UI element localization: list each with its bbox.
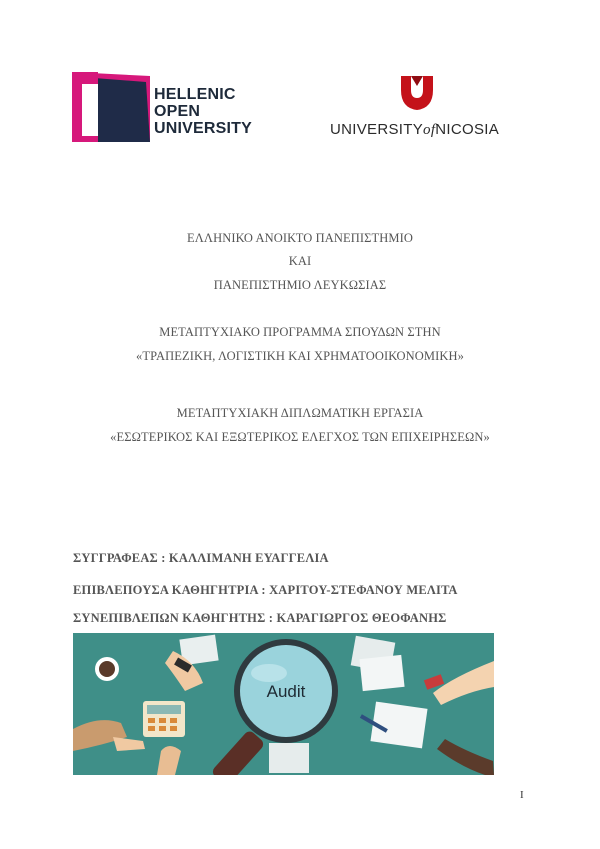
thesis-type-heading: ΜΕΤΑΠΤΥΧΙΑΚΗ ΔΙΠΛΩΜΑΤΙΚΗ ΕΡΓΑΣΙΑ (176, 406, 424, 420)
coffee-cup-icon (95, 657, 119, 681)
page-number: I (520, 789, 524, 801)
audit-illustration (73, 633, 494, 775)
audit-label: Audit (266, 682, 306, 701)
author-line: ΣΥΓΓΡΑΦΕΑΣ : ΚΑΛΛΙΜΑΝΗ ΕΥΑΓΓΕΛΙΑ (73, 551, 329, 565)
co-supervisor-line: ΣΥΝΕΠΙΒΛΕΠΩΝ ΚΑΘΗΓΗΤΗΣ : ΚΑΡΑΓΙΩΡΓΟΣ ΘΕΟΦΑΝΗΣ (73, 611, 447, 625)
calculator-icon (143, 701, 185, 737)
institution-2-heading: ΠΑΝΕΠΙΣΤΗΜΙΟ ΛΕΥΚΩΣΙΑΣ (213, 278, 387, 292)
unic-wordmark (330, 121, 499, 139)
hou-emblem-icon (72, 72, 150, 142)
supervisor-line: ΕΠΙΒΛΕΠΟΥΣΑ ΚΑΘΗΓΗΤΡΙΑ : ΧΑΡΙΤΟΥ-ΣΤΕΦΑΝΟΥ ΜΕΛΙΤΑ (73, 583, 458, 597)
hellenic-open-university-logo (72, 72, 262, 144)
hou-wordmark (154, 86, 252, 137)
hou-line-1: HELLENIC (154, 86, 236, 103)
unic-suffix: NICOSIA (435, 121, 500, 138)
university-of-nicosia-logo (328, 76, 508, 142)
unic-emblem-icon (401, 76, 433, 112)
program-heading-line-2: «ΤΡΑΠΕΖΙΚΗ, ΛΟΓΙΣΤΙΚΗ ΚΑΙ ΧΡΗΜΑΤΟΟΙΚΟΝΟΜΙΚΗ» (136, 349, 464, 363)
thesis-title-heading: «ΕΣΩΤΕΡΙΚΟΣ ΚΑΙ ΕΞΩΤΕΡΙΚΟΣ ΕΛΕΓΧΟΣ ΤΩΝ ΕΠΙΧΕΙΡΗΣΕΩΝ» (110, 430, 490, 444)
unic-of: of (423, 122, 436, 138)
program-heading-line-1: ΜΕΤΑΠΤΥΧΙΑΚΟ ΠΡΟΓΡΑΜΜΑ ΣΠΟΥΔΩΝ ΣΤΗΝ (159, 325, 441, 339)
hou-line-2: OPEN (154, 103, 201, 120)
unic-prefix: UNIVERSITY (330, 121, 424, 138)
hou-line-3: UNIVERSITY (154, 120, 253, 137)
conjunction-heading: ΚΑΙ (288, 254, 312, 268)
institution-1-heading: ΕΛΛΗΝΙΚΟ ΑΝΟΙΚΤΟ ΠΑΝΕΠΙΣΤΗΜΙΟ (187, 231, 413, 245)
